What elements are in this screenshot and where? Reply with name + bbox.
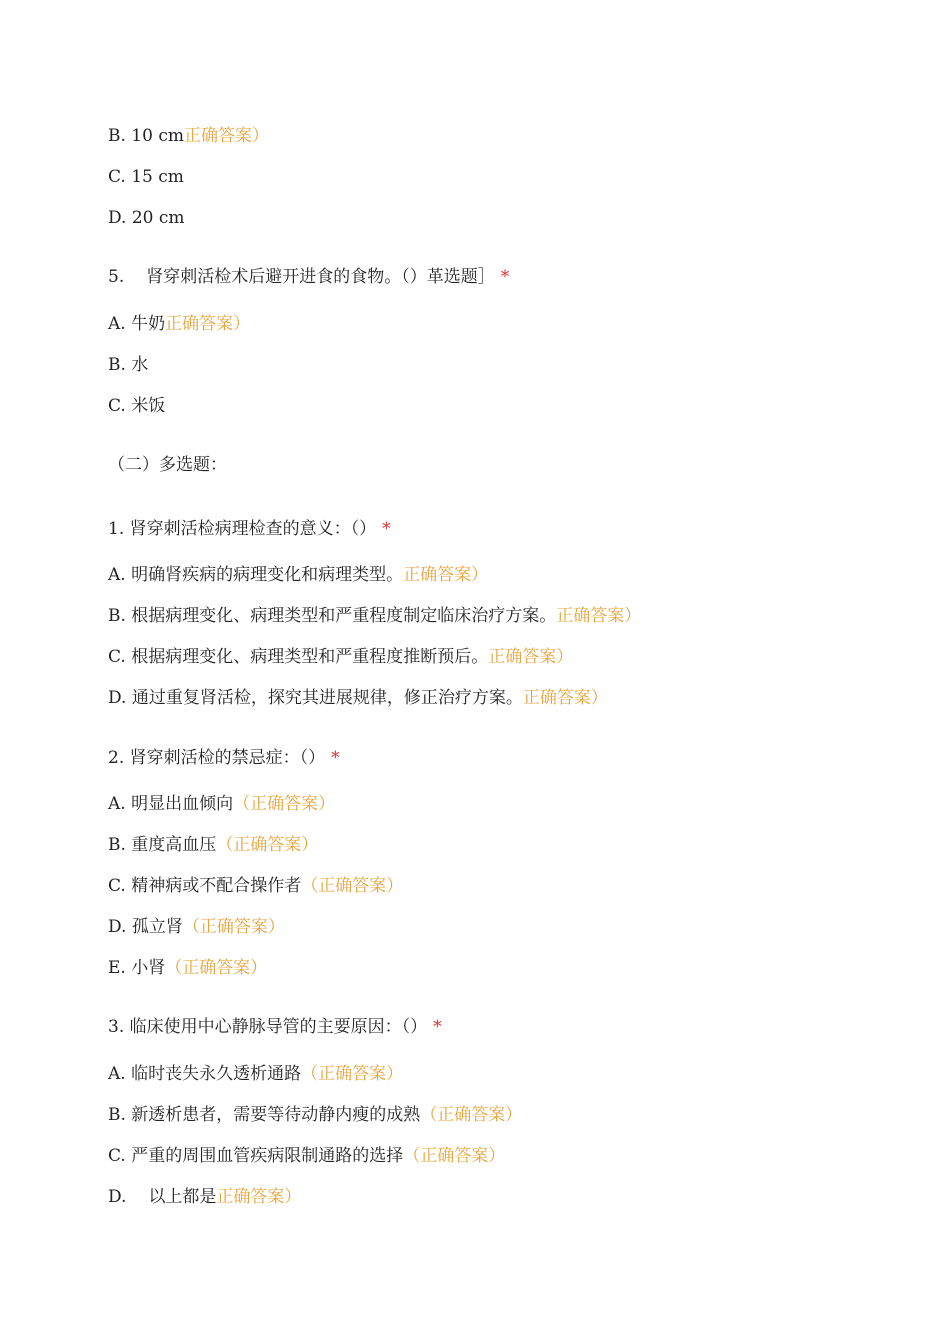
required-marker: * (382, 519, 391, 539)
option-label: D. (108, 1187, 127, 1207)
option-m1-c (108, 645, 573, 669)
question-m3 (108, 1015, 442, 1039)
option-label: C. 米饭 (108, 396, 166, 416)
option-m3-d (108, 1185, 301, 1209)
option-m3-c (108, 1144, 505, 1168)
option-m2-c (108, 874, 403, 898)
option-m3-b (108, 1103, 522, 1127)
section-heading (108, 453, 227, 477)
correct-answer-tag: （正确答案） (165, 958, 268, 978)
question-5 (108, 265, 509, 289)
question-text: 3. 临床使用中心静脉导管的主要原因：（） (108, 1017, 428, 1037)
option-label: C. 精神病或不配合操作者 (108, 876, 302, 896)
correct-answer-tag: 正确答案） (488, 647, 574, 667)
correct-answer-tag: （正确答案） (301, 876, 404, 896)
correct-answer-tag: （正确答案） (216, 835, 319, 855)
option-m2-b (108, 833, 318, 857)
option-label: B. 根据病理变化、病理类型和严重程度制定临床治疗方案。 (108, 606, 557, 626)
option-label: A. 明显出血倾向 (108, 794, 234, 814)
option-m1-b (108, 604, 641, 628)
correct-answer-tag: （正确答案） (403, 1146, 506, 1166)
option-label: E. 小肾 (108, 958, 166, 978)
required-marker: * (331, 748, 340, 768)
correct-answer-tag: （正确答案） (301, 1064, 404, 1084)
option-label: B. 新透析患者，需要等待动静内瘦的成熟 (108, 1105, 421, 1125)
option-q5-a (108, 312, 250, 336)
correct-answer-tag: 正确答案） (165, 314, 251, 334)
correct-answer-tag: （正确答案） (420, 1105, 523, 1125)
option-label: A. 牛奶 (108, 314, 166, 334)
required-marker: * (500, 267, 510, 287)
section-title: （二）多选题： (108, 455, 227, 475)
correct-answer-tag: （正确答案） (233, 794, 336, 814)
correct-answer-tag: 正确答案） (556, 606, 642, 626)
option-m2-e (108, 956, 267, 980)
correct-answer-tag: 正确答案） (183, 126, 269, 146)
option-q5-b (108, 353, 148, 377)
option-label: C. 根据病理变化、病理类型和严重程度推断预后。 (108, 647, 489, 667)
option-label: D. 通过重复肾活检，探究其进展规律，修正治疗方案。 (108, 688, 523, 708)
option-label: A. 临时丧失永久透析通路 (108, 1064, 302, 1084)
question-text: 2. 肾穿刺活检的禁忌症：（） (108, 748, 326, 768)
question-m2 (108, 746, 340, 770)
option-m2-a (108, 792, 335, 816)
option-label: C. 严重的周围血管疾病限制通路的选择 (108, 1146, 404, 1166)
option-label: A. 明确肾疾病的病理变化和病理类型。 (108, 565, 404, 585)
option-q5-c (108, 394, 165, 418)
option-label: B. 重度高血压 (108, 835, 217, 855)
correct-answer-tag: 正确答案） (216, 1187, 302, 1207)
question-number: 5. (108, 267, 125, 287)
option-q4-d (108, 206, 185, 230)
option-label: B. 10 cm (108, 126, 184, 146)
option-q4-c (108, 165, 184, 189)
option-text: 以上都是 (148, 1187, 217, 1207)
option-m1-d (108, 686, 608, 710)
option-m2-d (108, 915, 285, 939)
option-q4-b (108, 124, 269, 148)
correct-answer-tag: 正确答案） (403, 565, 489, 585)
correct-answer-tag: 正确答案） (522, 688, 608, 708)
option-label: D. 20 cm (108, 208, 185, 228)
option-label: D. 孤立肾 (108, 917, 183, 937)
question-text: 肾穿刺活检术后避开进食的食物。（）革选题］ (146, 267, 495, 287)
required-marker: * (433, 1017, 442, 1037)
option-label: B. 水 (108, 355, 149, 375)
option-m1-a (108, 563, 488, 587)
option-label: C. 15 cm (108, 167, 184, 187)
question-text: 1. 肾穿刺活检病理检查的意义：（） (108, 519, 377, 539)
option-m3-a (108, 1062, 403, 1086)
question-m1 (108, 517, 391, 541)
correct-answer-tag: （正确答案） (182, 917, 285, 937)
